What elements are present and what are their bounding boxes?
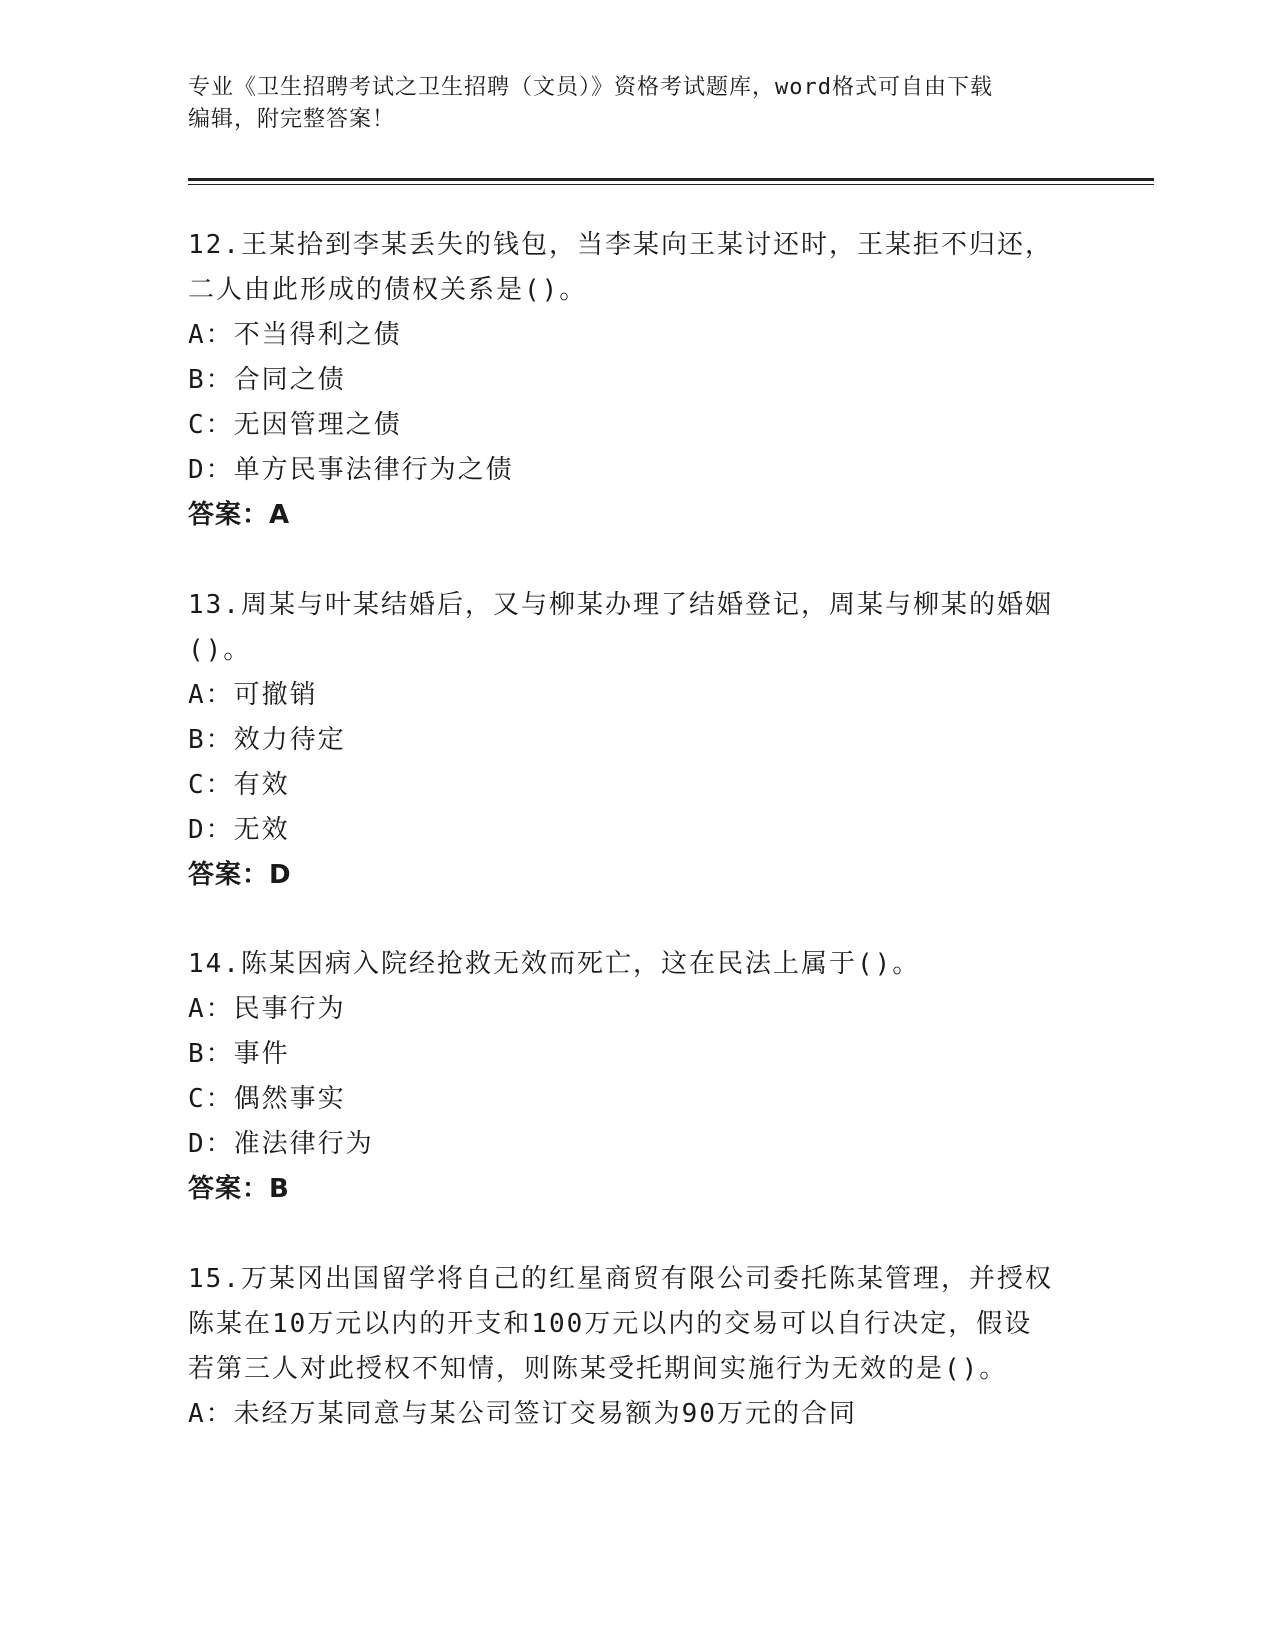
option-a: A：未经万某同意与某公司签订交易额为90万元的合同 [188,1399,857,1429]
option-b: B：合同之债 [188,365,346,395]
option-c: C：偶然事实 [188,1084,346,1114]
option-a: A：可撤销 [188,680,318,710]
option-d: D：单方民事法律行为之债 [188,455,514,485]
option-d: D：无效 [188,815,290,845]
answer-label: 答案：B [188,1174,290,1204]
answer-label: 答案：A [188,500,291,530]
question-text-line: 15.万某冈出国留学将自己的红星商贸有限公司委托陈某管理，并授权 [188,1264,1053,1294]
question-text-line: ()。 [188,635,252,665]
option-b: B：效力待定 [188,725,346,755]
option-a: A：不当得利之债 [188,320,402,350]
question-text-line: 陈某在10万元以内的开支和100万元以内的交易可以自行决定，假设 [188,1309,1033,1339]
question-text-line: 14.陈某因病入院经抢救无效而死亡，这在民法上属于()。 [188,949,921,979]
header-divider-thin [188,184,1154,185]
question-14 [188,942,1088,1212]
header-line-1: 专业《卫生招聘考试之卫生招聘（文员）》资格考试题库，word格式可自由下载 [188,75,993,100]
option-c: C：有效 [188,770,290,800]
question-text-line: 13.周某与叶某结婚后，又与柳某办理了结婚登记，周某与柳某的婚姻 [188,590,1053,620]
question-text-line: 二人由此形成的债权关系是()。 [188,275,588,305]
question-text-line: 若第三人对此授权不知情，则陈某受托期间实施行为无效的是()。 [188,1354,1008,1384]
question-text-line: 12.王某拾到李某丢失的钱包，当李某向王某讨还时，王某拒不归还， [188,230,1053,260]
header-line-2: 编辑，附完整答案！ [188,107,396,132]
option-c: C：无因管理之债 [188,410,402,440]
question-12 [188,223,1088,538]
header-divider-thick [188,178,1154,181]
option-d: D：准法律行为 [188,1129,374,1159]
option-b: B：事件 [188,1039,290,1069]
document-header [188,72,1068,136]
option-a: A：民事行为 [188,994,346,1024]
answer-label: 答案：D [188,860,292,890]
question-15 [188,1257,1088,1437]
question-13 [188,583,1088,898]
